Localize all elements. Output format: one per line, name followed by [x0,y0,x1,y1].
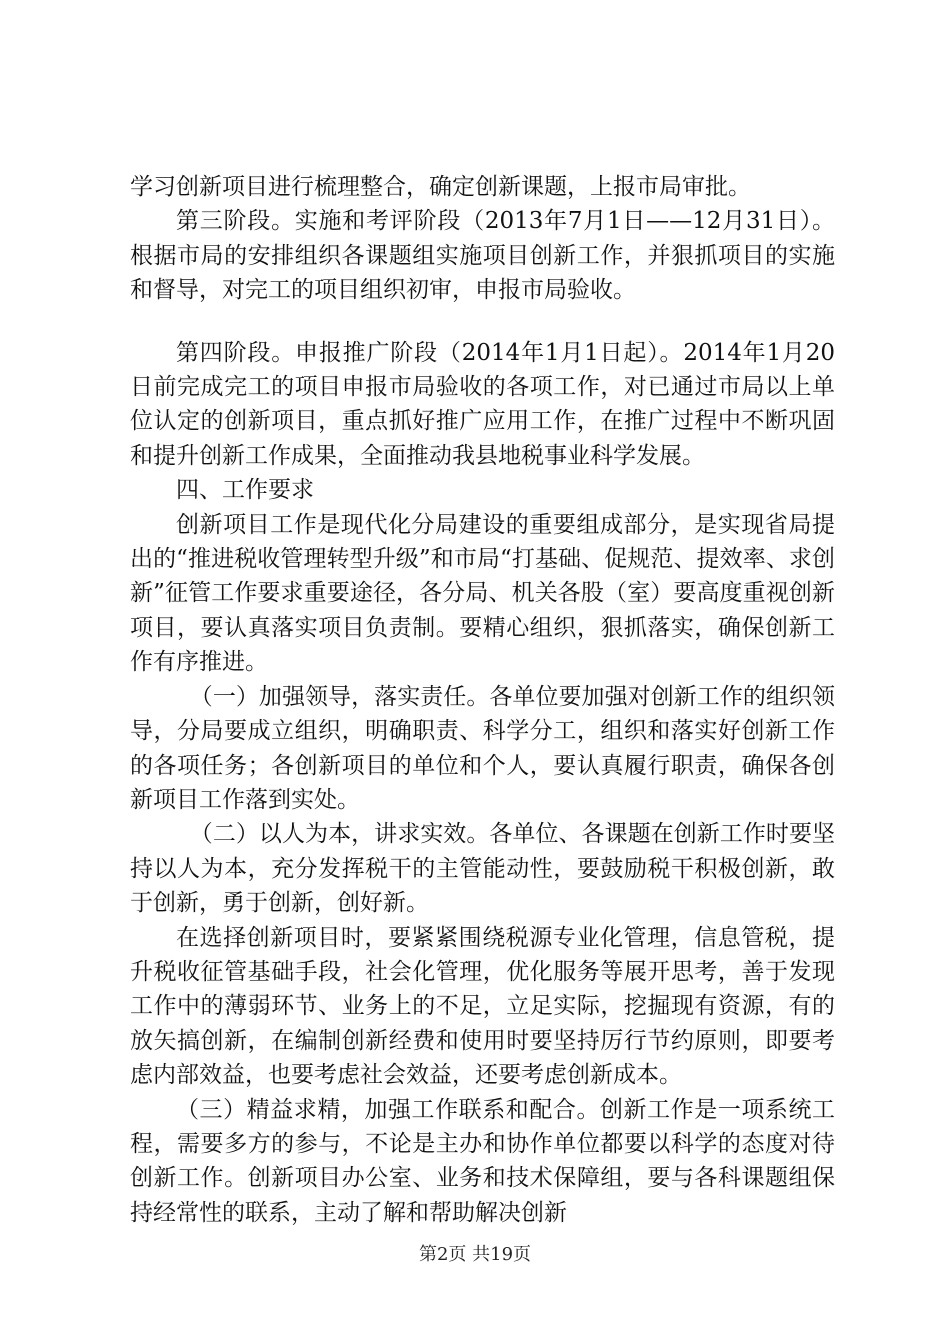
paragraph-requirement-one: （一）加强领导，落实责任。各单位要加强对创新工作的组织领导，分局要成立组织，明确职责、科学分工，组织和落实好创新工作的各项任务；各创新项目的单位和个人，要认真履行职责，确保各创新项目工作落到实处。 [130,683,835,813]
paragraph-requirement-two: （二）以人为本，讲求实效。各单位、各课题在创新工作时要坚持以人为本，充分发挥税干的主管能动性，要鼓励税干积极创新，敢于创新，勇于创新，创好新。 [130,821,835,917]
paragraph-requirement-three: （三）精益求精，加强工作联系和配合。创新工作是一项系统工程，需要多方的参与，不论是主办和协作单位都要以科学的态度对待创新工作。创新项目办公室、业务和技术保障组，要与各科课题组保持经常性的联系，主动了解和帮助解决创新 [130,1096,835,1226]
document-body [130,170,835,1230]
paragraph-continuation: 学习创新项目进行梳理整合，确定创新课题，上报市局审批。 [130,174,751,200]
paragraph-requirements-intro: 创新项目工作是现代化分局建设的重要组成部分，是实现省局提出的“推进税收管理转型升级”和市局“打基础、促规范、提效率、求创新”征管工作要求重要途径，各分局、机关各股（室）要高度重视创新项目，要认真落实项目负责制。要精心组织，狠抓落实，确保创新工作有序推进。 [130,511,835,676]
paragraph-stage-three: 第三阶段。实施和考评阶段（2013年7月1日——12月31日）。根据市局的安排组织各课题组实施项目创新工作，并狠抓项目的实施和督导，对完工的项目组织初审，申报市局验收。 [130,208,835,304]
paragraph-project-selection: 在选择创新项目时，要紧紧围绕税源专业化管理，信息管税，提升税收征管基础手段，社会化管理，优化服务等展开思考，善于发现工作中的薄弱环节、业务上的不足，立足实际，挖掘现有资源，有的放矢搞创新，在编制创新经费和使用时要坚持厉行节约原则，即要考虑内部效益，也要考虑社会效益，还要考虑创新成本。 [130,924,835,1089]
paragraph-stage-four: 第四阶段。申报推广阶段（2014年1月1日起）。2014年1月20日前完成完工的项目申报市局验收的各项工作，对已通过市局以上单位认定的创新项目，重点抓好推广应用工作，在推广过程中不断巩固和提升创新工作成果，全面推动我县地税事业科学发展。 [130,339,835,469]
page-number-footer: 第2页 共19页 [418,1244,532,1265]
section-heading-work-requirements: 四、工作要求 [176,477,314,504]
